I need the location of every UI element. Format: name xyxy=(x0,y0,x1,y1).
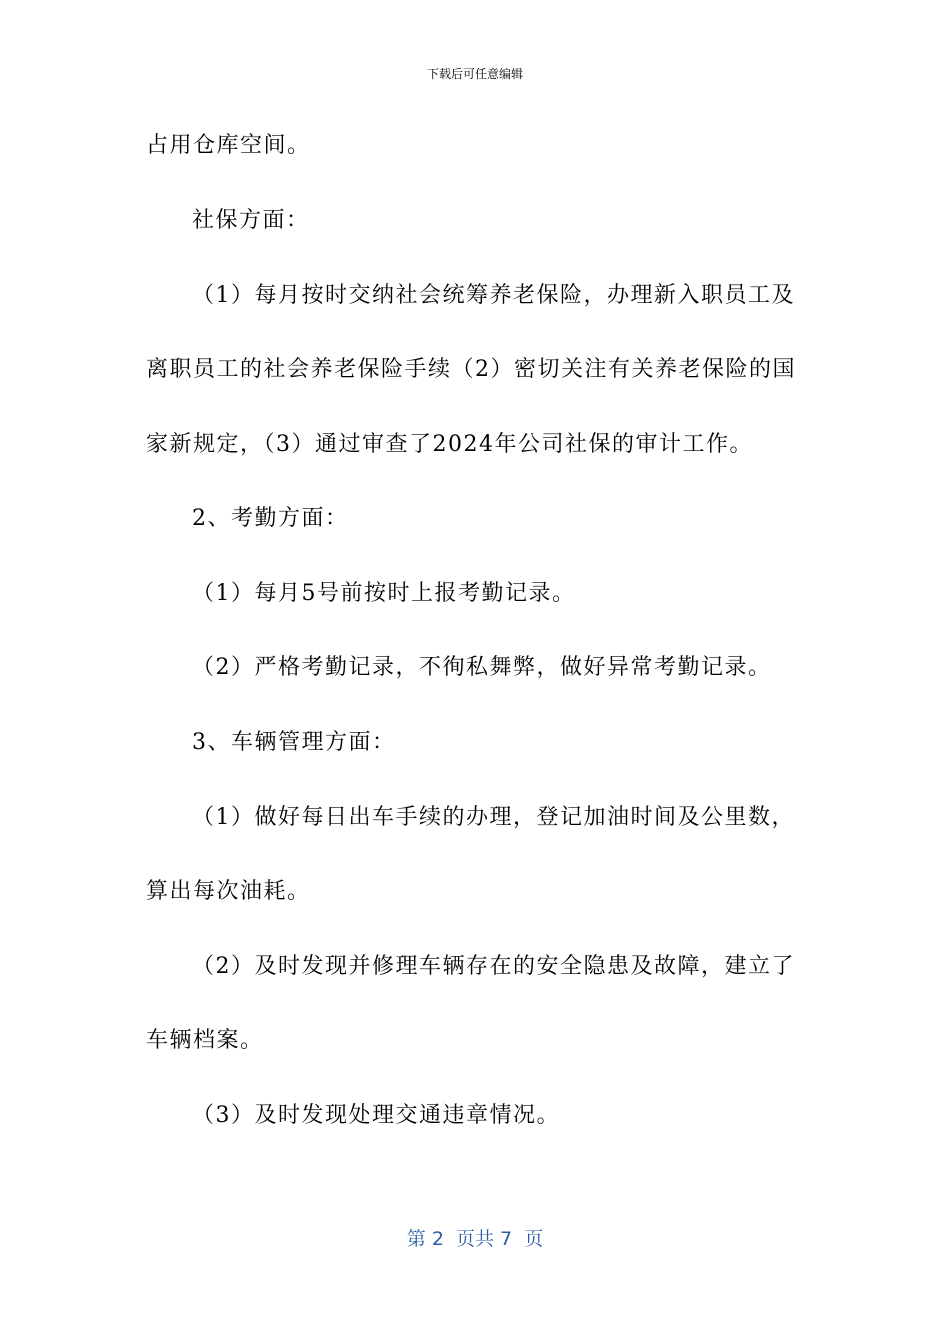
page-header: 下载后可任意编辑 xyxy=(426,67,523,81)
body-line-continuation: 占用仓库空间。 xyxy=(146,133,311,158)
body-line: （2）严格考勤记录，不徇私舞弊，做好异常考勤记录。 xyxy=(192,655,772,680)
section-heading-attendance: 2、考勤方面： xyxy=(192,506,349,531)
body-line: （3）及时发现处理交通违章情况。 xyxy=(192,1103,560,1128)
body-line: 算出每次油耗。 xyxy=(146,879,311,904)
body-line: 车辆档案。 xyxy=(146,1028,264,1053)
section-heading-social-insurance: 社保方面： xyxy=(192,208,310,233)
body-line: （1）做好每日出车手续的办理，登记加油时间及公里数， xyxy=(192,805,795,830)
page-number-footer: 第 2 页共 7 页 xyxy=(406,1228,544,1250)
body-line: 离职员工的社会养老保险手续（2）密切关注有关养老保险的国 xyxy=(146,357,796,382)
section-heading-vehicle-management: 3、车辆管理方面： xyxy=(192,730,396,755)
body-line: （1）每月按时交纳社会统筹养老保险，办理新入职员工及 xyxy=(192,283,795,308)
body-line: （1）每月5号前按时上报考勤记录。 xyxy=(192,581,576,606)
body-line: 家新规定，（3）通过审查了2024年公司社保的审计工作。 xyxy=(146,432,753,457)
body-line: （2）及时发现并修理车辆存在的安全隐患及故障，建立了 xyxy=(192,954,795,979)
